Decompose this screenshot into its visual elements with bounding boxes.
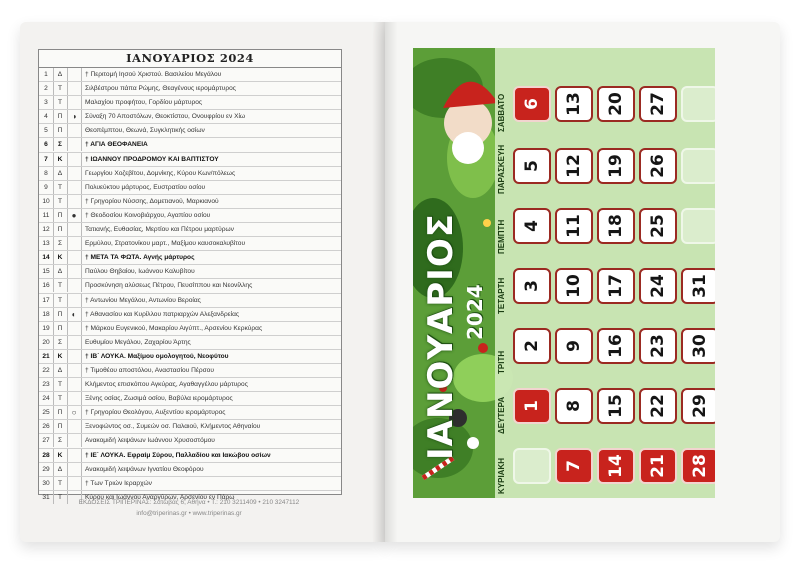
day-number-label: 18 <box>605 214 626 238</box>
day-number: 21 <box>39 350 54 363</box>
saint-row <box>39 420 341 434</box>
saint-row <box>39 237 341 251</box>
saints-text: Σιλβέστρου πάπα Ρώμης, Θεαγένους ιερομάρτυρος <box>85 85 236 93</box>
moon-phase-icon <box>67 420 82 433</box>
day-cell <box>681 388 715 424</box>
day-number: 28 <box>39 449 54 462</box>
day-number-label: 8 <box>564 400 584 412</box>
day-cell <box>513 148 551 184</box>
saints-text: † Μάρκου Ευγενικού, Μακαρίου Αιγύπτ., Αρσενίου Κερκύρας <box>85 324 263 332</box>
weekday-letter: Σ <box>53 434 68 447</box>
saints-text: Κλήμεντος επισκόπου Αγκύρας, Αγαθαγγέλου μάρτυρος <box>85 381 248 389</box>
day-number: 6 <box>39 138 54 151</box>
day-number: 1 <box>39 68 54 81</box>
moon-phase-icon: ○ <box>67 406 82 419</box>
saints-text: Ξένης οσίας, Ζωσιμά οσίου, Βαβύλα ιερομάρτυρος <box>85 395 233 403</box>
day-number: 12 <box>39 223 54 236</box>
day-number: 16 <box>39 279 54 292</box>
moon-phase-icon <box>67 477 82 490</box>
day-number-label: 14 <box>605 454 626 478</box>
day-number: 19 <box>39 322 54 335</box>
saints-text: Προσκύνηση αλύσεως Πέτρου, Πευσίππου και Νεονίλλης <box>85 282 253 290</box>
weekday-label: ΠΕΜΠΤΗ <box>497 219 506 254</box>
weekday-letter: Δ <box>53 364 68 377</box>
day-number-label: 26 <box>647 154 668 178</box>
empty-day-cell <box>513 448 551 484</box>
year-title: 2024 <box>463 284 487 340</box>
moon-phase-icon <box>67 138 82 151</box>
day-cell <box>555 86 593 122</box>
saints-text: † Αθανασίου και Κυρίλλου πατριαρχών Αλεξανδρείας <box>85 310 240 318</box>
day-number-label: 1 <box>522 400 542 412</box>
day-cell <box>597 448 635 484</box>
saint-row <box>39 251 341 265</box>
day-number-label: 10 <box>563 274 584 298</box>
saint-row <box>39 265 341 279</box>
empty-day-cell <box>681 86 715 122</box>
saint-row <box>39 181 341 195</box>
day-cell <box>681 448 715 484</box>
day-number-label: 17 <box>605 274 626 298</box>
saints-text: † Περιτομή Ιησού Χριστού. Βασιλείου Μεγάλου <box>85 71 222 78</box>
snowflake-icon <box>467 437 479 449</box>
day-cell <box>555 388 593 424</box>
left-page <box>20 22 385 542</box>
moon-phase-icon <box>67 124 82 137</box>
day-number-label: 29 <box>689 394 710 418</box>
moon-phase-icon: ◑ <box>67 110 82 123</box>
day-cell <box>639 328 677 364</box>
day-number-label: 28 <box>689 454 710 478</box>
weekday-letter: Σ <box>53 336 68 349</box>
saints-text: Σύναξη 70 Αποστόλων, Θεοκτίστου, Ονουφρίου εν Χίω <box>85 113 246 121</box>
weekday-label: ΚΥΡΙΑΚΗ <box>497 457 506 494</box>
weekday-letter: Κ <box>53 449 68 462</box>
day-number: 23 <box>39 378 54 391</box>
weekday-letter: Τ <box>53 82 68 95</box>
booklet-spine <box>372 22 398 542</box>
saints-text: Ευθυμίου Μεγάλου, Ζαχαρίου Άρτης <box>85 338 191 346</box>
saint-row <box>39 308 341 322</box>
weekday-letter: Τ <box>53 181 68 194</box>
weekday-letter: Τ <box>53 195 68 208</box>
moon-phase-icon <box>67 251 82 264</box>
day-cell <box>681 268 715 304</box>
weekday-letter: Τ <box>53 279 68 292</box>
saint-row <box>39 96 341 110</box>
weekday-letter: Δ <box>53 68 68 81</box>
moon-phase-icon <box>67 82 82 95</box>
saints-text: † Αντωνίου Μεγάλου, Αντωνίου Βεροίας <box>85 296 201 304</box>
saints-rows <box>39 68 341 504</box>
day-number: 14 <box>39 251 54 264</box>
moon-phase-icon <box>67 378 82 391</box>
moon-phase-icon <box>67 392 82 405</box>
moon-phase-icon: ● <box>67 209 82 222</box>
day-number-label: 22 <box>647 394 668 418</box>
moon-phase-icon <box>67 449 82 462</box>
day-cell <box>555 328 593 364</box>
day-number: 13 <box>39 237 54 250</box>
moon-phase-icon <box>67 364 82 377</box>
weekday-letter: Π <box>53 223 68 236</box>
weekday-letter: Τ <box>53 392 68 405</box>
saint-row <box>39 392 341 406</box>
day-number-label: 9 <box>564 340 584 352</box>
day-number-label: 7 <box>564 460 584 472</box>
moon-phase-icon <box>67 279 82 292</box>
moon-phase-icon <box>67 237 82 250</box>
publisher-contact: info@triperinas.gr • www.triperinas.gr <box>136 510 242 517</box>
day-number-label: 15 <box>605 394 626 418</box>
right-page <box>385 22 780 542</box>
weekday-letter: Κ <box>53 251 68 264</box>
saints-text: † ΜΕΤΑ ΤΑ ΦΩΤΑ. Αγνής μάρτυρος <box>85 254 195 262</box>
weekday-letter: Δ <box>53 265 68 278</box>
empty-day-cell <box>681 148 715 184</box>
moon-phase-icon <box>67 68 82 81</box>
moon-phase-icon <box>67 96 82 109</box>
moon-phase-icon <box>67 336 82 349</box>
saint-row <box>39 463 341 477</box>
weekday-letter: Τ <box>53 491 68 504</box>
moon-phase-icon <box>67 265 82 278</box>
day-number-label: 21 <box>647 454 668 478</box>
day-number: 30 <box>39 477 54 490</box>
saint-row <box>39 195 341 209</box>
day-cell <box>639 388 677 424</box>
weekday-letter: Σ <box>53 237 68 250</box>
weekday-letter: Π <box>53 406 68 419</box>
day-number-label: 12 <box>563 154 584 178</box>
day-number: 11 <box>39 209 54 222</box>
saint-row <box>39 223 341 237</box>
day-number-label: 23 <box>647 334 668 358</box>
saints-text: Ξενοφώντος οσ., Συμεών οσ. Παλαιού, Κλήμεντος Αθηναίου <box>85 423 261 431</box>
moon-phase-icon <box>67 322 82 335</box>
day-number-label: 27 <box>647 92 668 116</box>
day-number: 15 <box>39 265 54 278</box>
day-number-label: 16 <box>605 334 626 358</box>
day-cell <box>597 388 635 424</box>
saint-row <box>39 124 341 138</box>
day-number: 7 <box>39 153 54 166</box>
weekday-letter: Π <box>53 322 68 335</box>
saints-text: Πολυεύκτου μάρτυρος, Ευστρατίου οσίου <box>85 183 206 191</box>
saints-text: Μαλαχίου προφήτου, Γορδίου μάρτυρος <box>85 99 203 107</box>
day-cell <box>513 86 551 122</box>
day-number-label: 5 <box>522 160 542 172</box>
weekday-letter: Δ <box>53 167 68 180</box>
weekday-letter: Π <box>53 209 68 222</box>
saint-row <box>39 350 341 364</box>
weekday-label: ΤΕΤΑΡΤΗ <box>497 277 506 314</box>
day-number-label: 20 <box>605 92 626 116</box>
day-cell <box>597 148 635 184</box>
day-number: 2 <box>39 82 54 95</box>
day-cell <box>555 208 593 244</box>
month-calendar <box>413 48 715 498</box>
saint-row <box>39 82 341 96</box>
saints-text: † ΑΓΙΑ ΘΕΟΦΑΝΕΙΑ <box>85 141 148 149</box>
saint-row <box>39 110 341 124</box>
day-cell <box>597 328 635 364</box>
day-cell <box>597 268 635 304</box>
day-number: 26 <box>39 420 54 433</box>
moon-phase-icon <box>67 463 82 476</box>
day-cell <box>555 148 593 184</box>
day-number: 4 <box>39 110 54 123</box>
day-cell <box>639 86 677 122</box>
moon-phase-icon: ◐ <box>67 308 82 321</box>
saints-text: † Γρηγορίου Θεολόγου, Αυξεντίου ιερομάρτυρος <box>85 409 226 417</box>
saint-row <box>39 153 341 167</box>
saint-row <box>39 406 341 420</box>
day-cell <box>639 208 677 244</box>
day-number: 17 <box>39 294 54 307</box>
day-number: 27 <box>39 434 54 447</box>
day-cell <box>597 86 635 122</box>
day-number-label: 13 <box>563 92 584 116</box>
weekday-letter: Π <box>53 308 68 321</box>
day-number-label: 25 <box>647 214 668 238</box>
weekday-letter: Τ <box>53 477 68 490</box>
saint-row <box>39 279 341 293</box>
weekday-label: ΠΑΡΑΣΚΕΥΗ <box>497 144 506 194</box>
saint-row <box>39 322 341 336</box>
day-number: 8 <box>39 167 54 180</box>
saint-row <box>39 209 341 223</box>
day-cell <box>639 268 677 304</box>
saints-text: Ανακομιδή λειψάνων Ιγνατίου Θεοφόρου <box>85 465 204 473</box>
saints-text: † ΙΕ΄ ΛΟΥΚΑ. Εφραίμ Σύρου, Παλλαδίου και Ιακώβου οσίων <box>85 451 271 459</box>
saints-text: Τατιανής, Ευθασίας, Μερτίου και Πέτρου μαρτύρων <box>85 226 234 234</box>
moon-phase-icon <box>67 294 82 307</box>
saint-row <box>39 378 341 392</box>
saint-row <box>39 434 341 448</box>
moon-phase-icon <box>67 153 82 166</box>
day-cell <box>555 268 593 304</box>
saints-text: † Θεοδοσίου Κοινοβιάρχου, Αγαπίου οσίου <box>85 211 211 219</box>
day-number: 10 <box>39 195 54 208</box>
empty-day-cell <box>681 208 715 244</box>
month-title: ΙΑΝΟΥΑΡΙΟΣ <box>421 213 461 460</box>
day-cell <box>513 208 551 244</box>
weekday-label: ΔΕΥΤΕΡΑ <box>497 396 506 434</box>
weekday-letter: Κ <box>53 350 68 363</box>
weekday-label: ΤΡΙΤΗ <box>497 350 506 374</box>
moon-phase-icon <box>67 167 82 180</box>
saints-text: Ανακομιδή λειψάνων Ιωάννου Χρυσοστόμου <box>85 437 215 445</box>
day-number-label: 2 <box>522 340 542 352</box>
day-number-label: 30 <box>689 334 710 358</box>
moon-phase-icon <box>67 350 82 363</box>
day-cell <box>513 328 551 364</box>
saint-row <box>39 294 341 308</box>
day-number-label: 24 <box>647 274 668 298</box>
day-number-label: 11 <box>563 214 584 238</box>
saint-row <box>39 68 341 82</box>
saints-text: Ερμύλου, Στρατονίκου μαρτ., Μαξίμου καυσοκαλυβίτου <box>85 240 246 248</box>
day-number: 3 <box>39 96 54 109</box>
saints-text: † Τιμοθέου αποστόλου, Αναστασίου Πέρσου <box>85 366 214 374</box>
saint-row <box>39 449 341 463</box>
publisher-footer: ΕΚΔΟΣΕΙΣ ΤΡΙΠΕΡΙΝΑΣ: Σατωβάς 6, Αθήνα • Τ.: 210 3211409 • 210 3247112 <box>78 499 300 506</box>
day-number: 25 <box>39 406 54 419</box>
saint-row <box>39 364 341 378</box>
day-cell <box>597 208 635 244</box>
day-number-label: 31 <box>689 274 710 298</box>
day-cell <box>513 388 551 424</box>
saint-row <box>39 138 341 152</box>
saints-text: Παύλου Θηβαίου, Ιωάννου Καλυβίτου <box>85 268 195 276</box>
day-number-label: 6 <box>522 98 542 110</box>
weekday-letter: Π <box>53 420 68 433</box>
day-number: 31 <box>39 491 54 504</box>
day-number: 29 <box>39 463 54 476</box>
day-cell <box>555 448 593 484</box>
day-number: 9 <box>39 181 54 194</box>
saints-text: Γεωργίου Χοζεβίτου, Δομνίκης, Κύρου Κων/πόλεως <box>85 169 236 177</box>
day-cell <box>639 148 677 184</box>
saints-text: † ΙΩΑΝΝΟΥ ΠΡΟΔΡΟΜΟΥ ΚΑΙ ΒΑΠΤΙΣΤΟΥ <box>85 155 219 163</box>
weekday-label: ΣΑΒΒΑΤΟ <box>497 93 506 132</box>
moon-phase-icon <box>67 195 82 208</box>
weekday-letter: Σ <box>53 138 68 151</box>
saints-text: † Των Τριών Ιεραρχών <box>85 479 152 487</box>
weekday-letter: Π <box>53 110 68 123</box>
weekday-letter: Π <box>53 124 68 137</box>
open-booklet <box>20 22 780 542</box>
moon-phase-icon <box>67 223 82 236</box>
day-number: 5 <box>39 124 54 137</box>
saints-title: ΙΑΝΟΥΑΡΙΟΣ 2024 <box>39 50 341 68</box>
saint-row <box>39 477 341 491</box>
day-number: 22 <box>39 364 54 377</box>
saint-row <box>39 167 341 181</box>
saints-text: † ΙΒ΄ ΛΟΥΚΑ. Μαξίμου ομολογητού, Νεοφύτου <box>85 352 229 360</box>
weekday-letter: Τ <box>53 96 68 109</box>
day-cell <box>639 448 677 484</box>
weekday-letter: Τ <box>53 294 68 307</box>
weekday-letter: Τ <box>53 378 68 391</box>
day-number-label: 19 <box>605 154 626 178</box>
day-cell <box>513 268 551 304</box>
weekday-letter: Δ <box>53 463 68 476</box>
moon-phase-icon <box>67 181 82 194</box>
day-cell <box>681 328 715 364</box>
day-number: 18 <box>39 308 54 321</box>
saints-table <box>38 49 342 501</box>
saint-row <box>39 336 341 350</box>
saints-text: Κύρου και Ιωάννου Αναργύρων, Αρσενίου εν Πάρω <box>85 493 235 501</box>
day-number: 24 <box>39 392 54 405</box>
day-number-label: 3 <box>522 280 542 292</box>
day-number-label: 4 <box>522 220 542 232</box>
day-number: 20 <box>39 336 54 349</box>
saints-text: † Γρηγορίου Νύσσης, Δομετιανού, Μαρκιανού <box>85 197 219 205</box>
saints-text: Θεοπέμπτου, Θεωνά, Συγκλητικής οσίων <box>85 127 205 135</box>
weekday-letter: Κ <box>53 153 68 166</box>
moon-phase-icon <box>67 434 82 447</box>
